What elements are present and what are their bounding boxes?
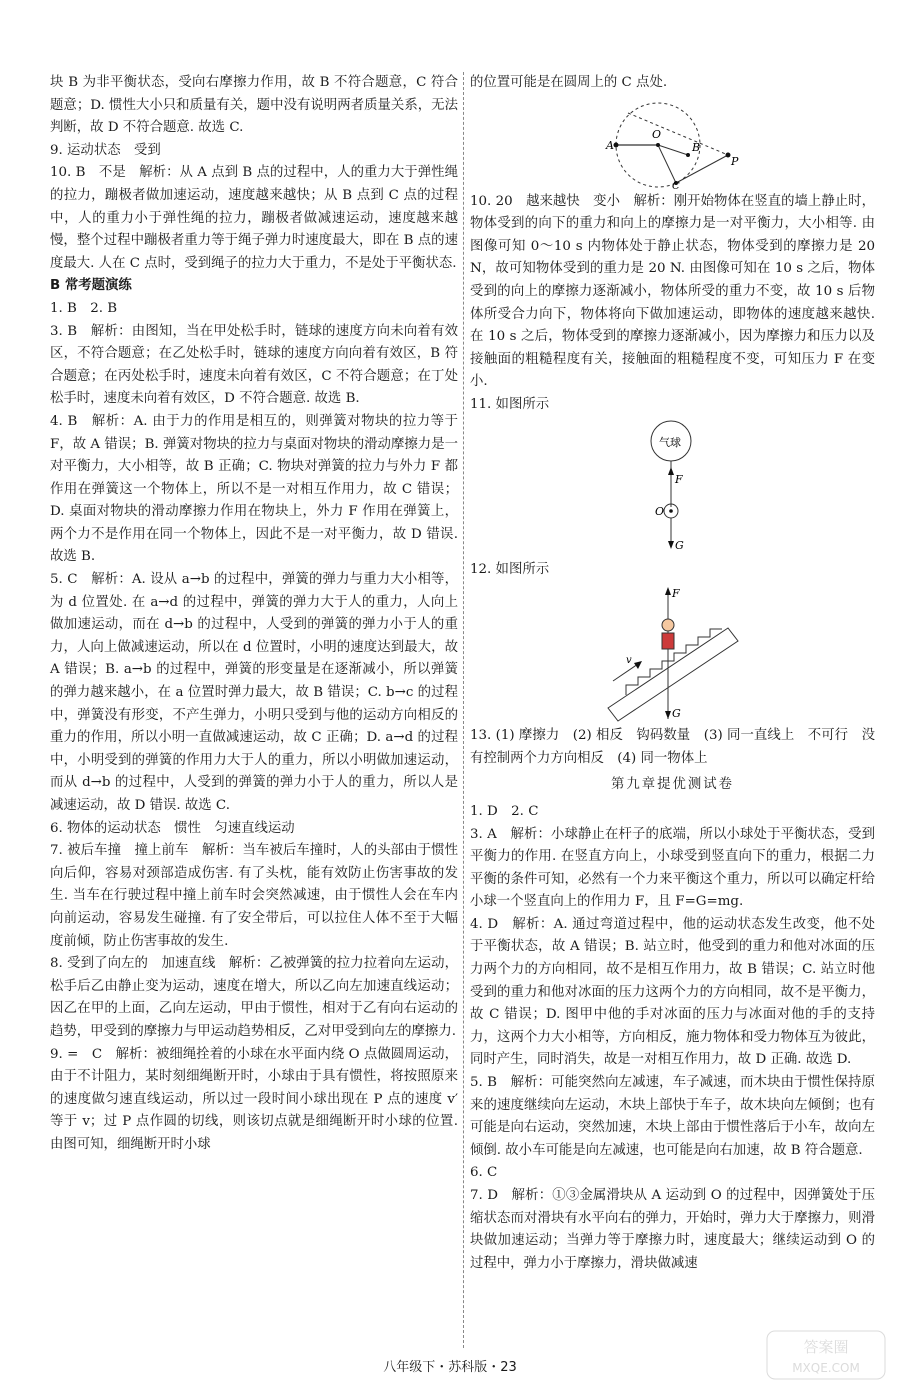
force-f-label: F [674,472,683,486]
answer-10: 10. B 不是 解析：从 A 点到 B 点的过程中，人的重力大于弹性绳的拉力，蹦极者做加速运动，速度越来越快；从 B 点到 C 点的过程中，人的重力小于弹性绳的拉力，蹦极者做减速运动，速度越来越慢，整个过程中蹦极者重力等于绳子弹力时速度最大，即在 B 点的速度最大. 人在 C 点时，受到绳子的拉力大于重力，不是处于平衡状态. [50,165,458,271]
test-4: 4. D 解析：A. 通过弯道过程中，他的运动状态发生改变，他不处于平衡状态，故 A 错误；B. 站立时，他受到的重力和他对冰面的压力两个力的方向相同，故不是相互作用力，故 B 错误；C. 站立时他受到的重力和他对冰面的压力这两个力的方向相同，故不是平衡力，故 C 错误；D. 图甲中他的手对冰面的压力与冰面对他的手的支持力，这两个力大小相等，方向相反，施力物体和受力物体互为彼此，同时产生，同时消失，故是一对相互作用力，故 D 正确. 故选 D. [470,916,875,1068]
answer-8: 8. 受到了向左的 加速直线 解析：乙被弹簧的拉力拉着向左运动，松手后乙由静止变为运动，速度在增大，所以乙向左加速直线运动；因乙在甲的上面，乙向左运动，甲由于惯性，相对于乙有向右运动的趋势，甲受到的摩擦力与甲运动趋势相反，乙对甲受到向左的摩擦力. [50,956,458,1039]
answer-7: 7. 被后车撞 撞上前车 解析：当车被后车撞时，人的头部由于惯性向后仰，容易对颈部造成伤害. 有了头枕，能有效防止伤害事故的发生. 当车在行驶过程中撞上前车时会突然减速，由于惯性人会在车内向前运动，容易发生碰撞. 有了安全带后，可以拉住人体不至于大幅度前倾，防止伤害事故的发生. [50,843,458,949]
force-g-label: G [674,538,684,552]
watermark-logo [766,1330,886,1380]
svg-text:MXQE.COM: MXQE.COM [792,1361,860,1375]
label-c: C [671,180,680,189]
escalator-diagram [598,583,748,723]
test-5: 5. B 解析：可能突然向左减速，车子减速，而木块由于惯性保持原来的速度继续向左运动，木块上部快于车子，故木块向左倾倒；也有可能是向右运动，突然加速，木块上部由于惯性落后于小车，故向左倾倒. 故小车可能是向左减速，也可能是向右加速，故 B 符合题意. [470,1075,875,1158]
answer-block: 块 B 为非平衡状态，受向右摩擦力作用，故 B 不符合题意，C 符合题意；D. 惯性大小只和质量有关，题中没有说明两者质量关系，无法判断，故 D 不符合题意. 故选 C. [50,75,458,136]
label-a: A [605,138,614,152]
velocity-label: v [625,655,632,667]
balloon-label: 气球 [658,435,681,449]
test-7: 7. D 解析：①③金属滑块从 A 运动到 O 的过程中，因弹簧处于压缩状态而对滑块有水平向右的弹力，开始时，弹力大于摩擦力，则滑块做加速运动；当弹力等于摩擦力时，速度最大；继续运动到 O 的过程中，弹力小于摩擦力，滑块做减速 [470,1188,875,1271]
answer-6: 6. 物体的运动状态 惯性 匀速直线运动 [50,820,295,836]
balloon-diagram [633,419,713,557]
answer-9: 9. 运动状态 受到 [50,142,161,158]
label-o: O [651,127,661,141]
left-column [50,72,458,1157]
right-column [470,72,875,1275]
test-1-2: 1. D 2. C [470,803,539,819]
answer-r11: 11. 如图所示 [470,396,550,412]
test-6: 6. C [470,1165,498,1181]
test-3: 3. A 解析：小球静止在杆子的底端，所以小球处于平衡状态，受到平衡力的作用. 在竖直方向上，小球受到竖直向下的重力，根据二力平衡的条件可知，必然有一个力来平衡这个重力，所以可以确定杆给小球一个竖直向上的作用力 F，且 F=G=mg. [470,826,875,910]
answer-5: 5. C 解析：A. 设从 a→b 的过程中，弹簧的弹力与重力大小相等，为 d 位置处. 在 a→d 的过程中，弹簧的弹力大于人的重力，人向上做加速运动，而在 d→b 的过程中，人受到的弹簧的弹力小于人的重力，人向上做减速运动，所以在 d 位置时，小明的速度达到最大，故 A 错误；B. a→b 的过程中，弹簧的形变量是在逐渐减小，所以弹簧的弹力越来越小，在 a 位置时弹力最大，故 B 错误；C. b→c 的过程中，弹簧没有形变，不产生弹力，小明只受到与他的运动方向相反的重力的作用，所以小明一直做减速运动，故 C 正确；D. a→d 的过程中，小明受到的弹簧的作用力大于人的重力，所以小明做加速运动，而从 d→b 的过程中，人受到的弹簧的弹力小于人的重力，所以人是减速运动，故 D 错误. 故选 C. [50,572,458,813]
stairs-g-label: G [671,707,681,721]
section-heading: B 常考题演练 [50,278,132,294]
svg-text:答案圈: 答案圈 [803,1338,849,1356]
answer-3: 3. B 解析：由图知，当在甲处松手时，链球的速度方向未向着有效区，不符合题意；在乙处松手时，链球的速度方向向着有效区，B 符合题意；在丙处松手时，速度未向着有效区，C 不符合题意；在丁处松手时，速度未向着有效区，D 不符合题意. 故选 B. [50,323,458,407]
chapter-title: 第九章提优测试卷 [610,777,735,793]
circle-diagram [588,97,758,189]
answer-4: 4. B 解析：A. 由于力的作用是相互的，则弹簧对物块的拉力等于 F，故 A 错误；B. 弹簧对物块的拉力与桌面对物块的滑动摩擦力是一对平衡力，大小相等，故 B 正确；C. 物块对弹簧的拉力与外力 F 都作用在弹簧这一个物体上，所以不是一对相互作用力，故 C 错误；D. 桌面对物块的滑动摩擦力作用在物块上，外力 F 作用在弹簧上，两个力不是作用在同一个物体上，因此不是一对平衡力，故 D 错误. 故选 B. [50,413,458,565]
page-footer: 八年级下・苏科版・23 [383,1360,517,1375]
answer-1-2: 1. B 2. B [50,300,118,316]
column-divider [463,72,464,1348]
stairs-f-label: F [671,587,680,601]
answer-continued: 的位置可能是在圆周上的 C 点处. [470,75,668,90]
label-b: B [691,140,700,154]
answer-r13: 13. (1) 摩擦力 (2) 相反 钩码数量 (3) 同一直线上 不可行 没有控制两个力方向相反 (4) 同一物体上 [470,728,875,766]
answer-9b: 9. = C 解析：被细绳拴着的小球在水平面内绕 O 点做圆周运动，由于不计阻力，某时刻细绳断开时，小球由于具有惯性，将按照原来的速度做匀速直线运动，所以过一段时间小球出现在 P 点的速度 v′ 等于 v；过 P 点作圆的切线，则该切点就是细绳断开时小球的位置. 由图可知，细绳断开时小球 [50,1046,458,1152]
center-o-label: O [654,504,664,518]
answer-r12: 12. 如图所示 [470,561,550,577]
answer-r10: 10. 20 越来越快 变小 解析：刚开始物体在竖直的墙上静止时，物体受到的向下的重力和向上的摩擦力是一对平衡力，大小相等. 由图像可知 0～10 s 内物体处于静止状态，物体受到的摩擦力是 20 N，故可知物体受到的重力是 20 N. 由图像可知在 10 s 之后，物体受到的向上的摩擦力逐渐减小，物体所受的重力不变，故 10 s 后物体所受合力向下，物体将向下做加速运动，即物体的速度越来越快. 在 10 s 之后，物体受到的摩擦力逐渐减小，因为摩擦力和压力以及接触面的粗糙程度有关，接触面的粗糙程度不变，可知压力 F 在变小. [470,193,875,390]
label-p: P [730,154,738,168]
